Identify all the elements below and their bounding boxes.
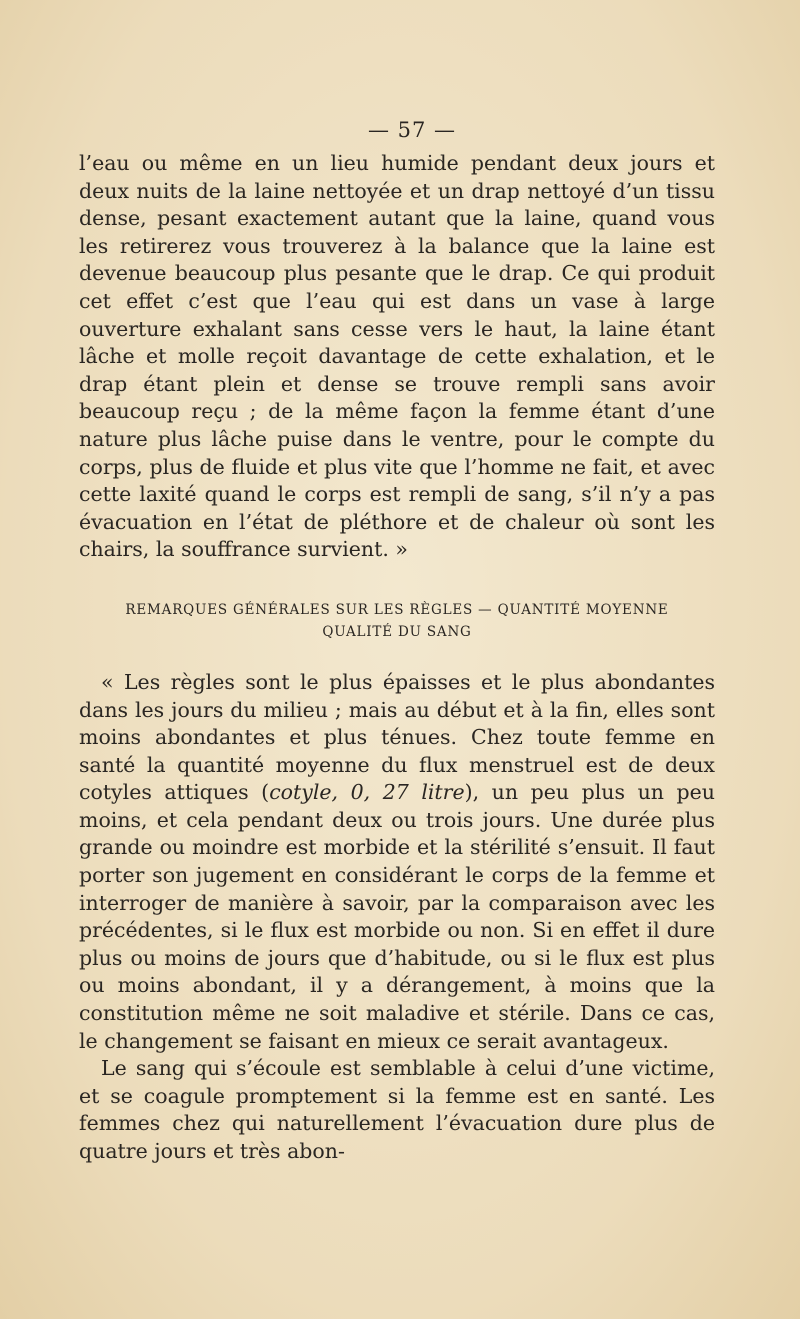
section-heading bbox=[79, 599, 715, 643]
page-number: — 57 — bbox=[367, 118, 457, 142]
book-page bbox=[79, 118, 715, 1166]
paragraph-2-italic: cotyle, 0, 27 litre bbox=[269, 780, 465, 805]
paragraph-2-text-b: ), un peu plus un peu moins, et cela pendant deux ou trois jours. Une durée plus grande ou moindre est morbide et la stérilité s’ensuit. Il faut porter son jugement en considérant le corps de la femme et interroger de manière à savoir, par la comparaison avec les précédentes, si le flux est morbide ou non. Si en effet il dure plus ou moins de jours que d’habitude, ou si le flux est plus ou moins abondant, il y a dérangement, à moins que la constitution même ne soit maladive et stérile. Dans ce cas, le changement se faisant en mieux ce serait avantageux. bbox=[79, 780, 715, 1053]
section-heading-line-2: QUALITÉ DU SANG bbox=[322, 623, 472, 640]
section-heading-line-1: REMARQUES GÉNÉRALES SUR LES RÈGLES — QUANTITÉ MOYENNE bbox=[125, 601, 669, 618]
paragraph-1: l’eau ou même en un lieu humide pendant deux jours et deux nuits de la laine nettoyée et un drap nettoyé d’un tissu dense, pesant exactement autant que la laine, quand vous les retirerez vous trouverez à la balance que la laine est devenue beaucoup plus pesante que le drap. Ce qui produit cet effet c’est que l’eau qui est dans un vase à large ouverture exhalant sans cesse vers le haut, la laine étant lâche et molle reçoit davantage de cette exhalation, et le drap étant plein et dense se trouve rempli sans avoir beaucoup reçu ; de la même façon la femme étant d’une nature plus lâche puise dans le ventre, pour le compte du corps, plus de fluide et plus vite que l’homme ne fait, et avec cette laxité quand le corps est rempli de sang, s’il n’y a pas évacuation en l’état de pléthore et de chaleur où sont les chairs, la souffrance survient. » bbox=[79, 151, 715, 562]
paragraph-3: Le sang qui s’écoule est semblable à celui d’une victime, et se coagule promptement si la femme est en santé. Les femmes chez qui naturellement l’évacuation dure plus de quatre jours et très abon- bbox=[79, 1056, 715, 1163]
paragraph-2 bbox=[79, 669, 715, 1055]
paragraph-2-text-a: « Les règles sont le plus épaisses et le plus abondantes dans les jours du milieu ; mais au début et à la fin, elles sont moins abondantes et plus ténues. Chez toute femme en santé la quantité moyenne du flux menstruel est de deux cotyles attiques ( bbox=[79, 669, 715, 805]
